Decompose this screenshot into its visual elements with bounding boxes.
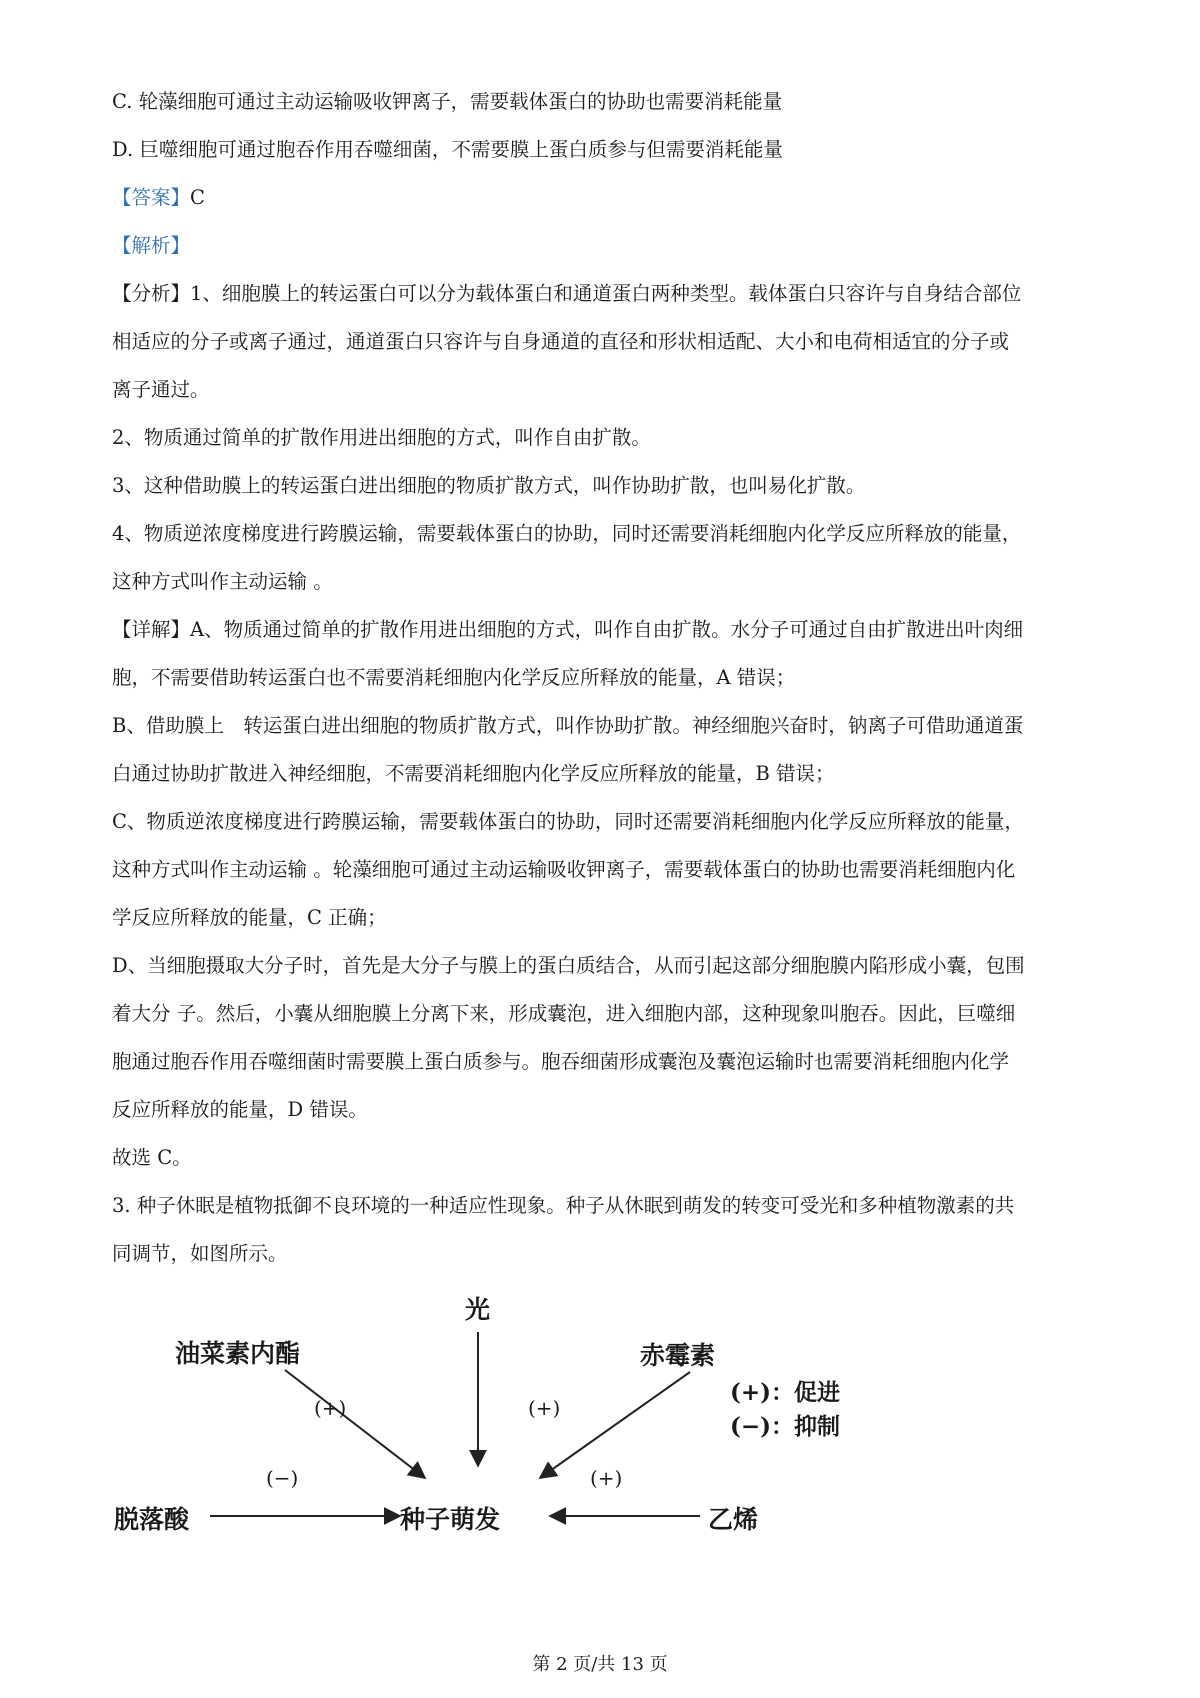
answer-label: 【答案】 (112, 186, 191, 209)
detail-c-3: 学反应所释放的能量，C 正确； (112, 906, 387, 929)
analysis-point-4-cont: 这种方式叫作主动运输 。 (112, 570, 333, 593)
sign-gibberellin: (+) (528, 1396, 561, 1420)
arrow-brassinolide (285, 1370, 425, 1478)
label-gibberellin: 赤霉素 (640, 1341, 716, 1370)
detail-a-1: 【详解】A、物质通过简单的扩散作用进出细胞的方式，叫作自由扩散。水分子可通过自由扩散进出叶肉细 (112, 618, 1024, 641)
label-abscisic-acid: 脱落酸 (114, 1505, 190, 1534)
analysis-line-1: 【分析】1、细胞膜上的转运蛋白可以分为载体蛋白和通道蛋白两种类型。载体蛋白只容许与自身结合部位 (112, 282, 1022, 305)
legend-promote: (+)：促进 (730, 1379, 841, 1406)
question-3-line-2: 同调节，如图所示。 (112, 1242, 288, 1265)
label-brassinolide: 油菜素内酯 (175, 1339, 301, 1368)
analysis-line-2: 相适应的分子或离子通过，通道蛋白只容许与自身通道的直径和形状相适配、大小和电荷相适宜的分子或 (112, 330, 1010, 353)
analysis-point-4: 4、物质逆浓度梯度进行跨膜运输，需要载体蛋白的协助，同时还需要消耗细胞内化学反应所释放的能量， (112, 522, 1022, 545)
label-seed-germination: 种子萌发 (400, 1505, 501, 1534)
sign-brassinolide: (+) (314, 1396, 347, 1420)
detail-c-2: 这种方式叫作主动运输 。轮藻细胞可通过主动运输吸收钾离子，需要载体蛋白的协助也需要消耗细胞内化 (112, 858, 1016, 881)
detail-b-2: 白通过协助扩散进入神经细胞，不需要消耗细胞内化学反应所释放的能量，B 错误； (112, 762, 835, 785)
detail-b-1: B、借助膜上 转运蛋白进出细胞的物质扩散方式，叫作协助扩散。神经细胞兴奋时，钠离子可借助通道蛋 (112, 714, 1024, 737)
label-ethylene: 乙烯 (708, 1505, 759, 1534)
label-light: 光 (465, 1295, 491, 1324)
page-footer: 第 2 页/共 13 页 (532, 1654, 668, 1675)
analysis-line-3: 离子通过。 (112, 378, 210, 401)
analysis-label: 【解析】 (112, 234, 191, 257)
sign-ethylene: (+) (590, 1466, 623, 1490)
detail-d-4: 反应所释放的能量，D 错误。 (112, 1098, 368, 1121)
option-d: D. 巨噬细胞可通过胞吞作用吞噬细菌，不需要膜上蛋白质参与但需要消耗能量 (112, 138, 783, 161)
analysis-point-2: 2、物质通过简单的扩散作用进出细胞的方式，叫作自由扩散。 (112, 426, 651, 449)
detail-d-1: D、当细胞摄取大分子时，首先是大分子与膜上的蛋白质结合，从而引起这部分细胞膜内陷形成小囊，包围 (112, 954, 1025, 977)
option-c: C. 轮藻细胞可通过主动运输吸收钾离子，需要载体蛋白的协助也需要消耗能量 (112, 90, 783, 113)
answer-line (112, 184, 205, 212)
choose-line: 故选 C。 (112, 1146, 192, 1169)
detail-c-1: C、物质逆浓度梯度进行跨膜运输，需要载体蛋白的协助，同时还需要消耗细胞内化学反应所释放的能量， (112, 810, 1024, 833)
sign-abscisic: (−) (266, 1466, 299, 1490)
detail-d-2: 着大分 子。然后，小囊从细胞膜上分离下来，形成囊泡，进入细胞内部，这种现象叫胞吞。因此，巨噬细 (112, 1002, 1016, 1025)
legend-inhibit: (−)：抑制 (730, 1413, 841, 1440)
seed-germination-diagram (100, 1290, 980, 1540)
analysis-point-3: 3、这种借助膜上的转运蛋白进出细胞的物质扩散方式，叫作协助扩散，也叫易化扩散。 (112, 474, 866, 497)
answer-value: C (190, 186, 205, 209)
arrow-gibberellin (540, 1372, 690, 1478)
detail-d-3: 胞通过胞吞作用吞噬细菌时需要膜上蛋白质参与。胞吞细菌形成囊泡及囊泡运输时也需要消耗细胞内化学 (112, 1050, 1010, 1073)
question-3-line-1: 3. 种子休眠是植物抵御不良环境的一种适应性现象。种子从休眠到萌发的转变可受光和多种植物激素的共 (112, 1194, 1015, 1217)
detail-a-2: 胞，不需要借助转运蛋白也不需要消耗细胞内化学反应所释放的能量，A 错误； (112, 666, 796, 689)
